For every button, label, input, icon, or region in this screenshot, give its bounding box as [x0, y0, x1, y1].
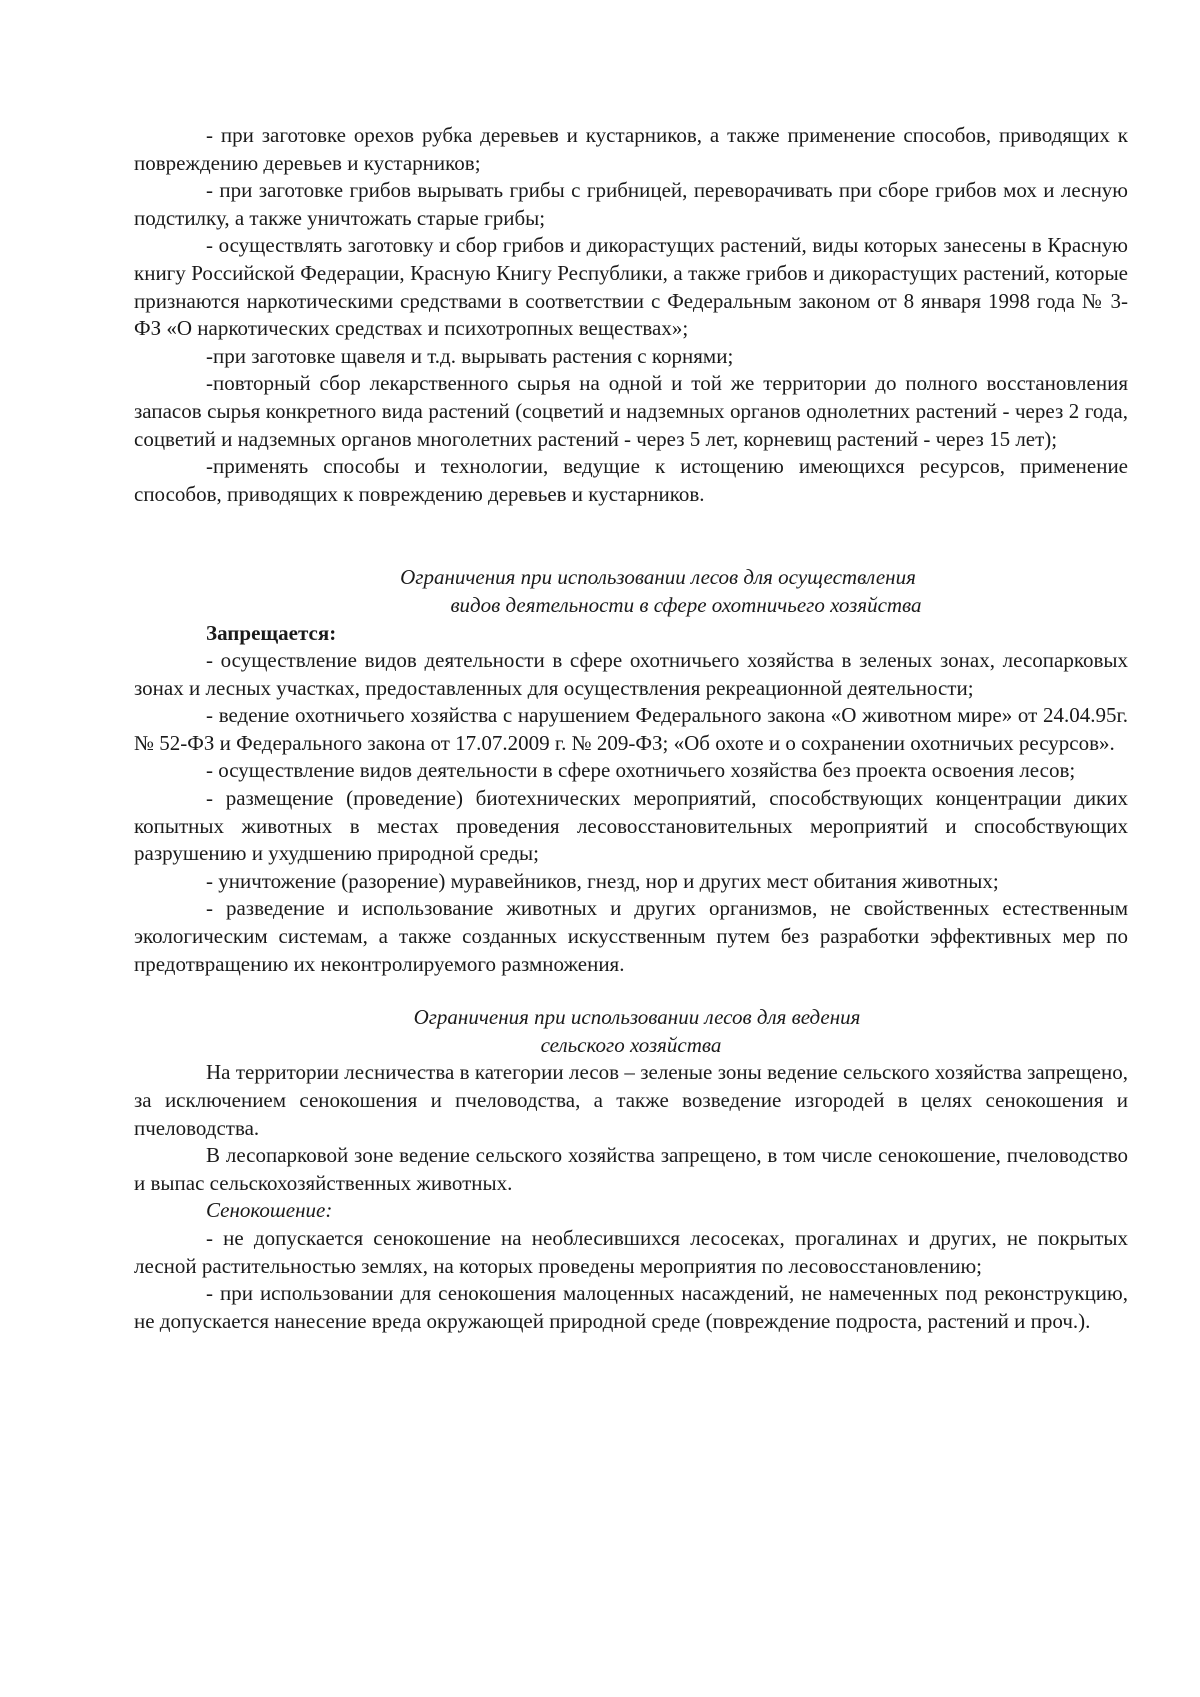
heading-line: Ограничения при использовании лесов для осуществления	[400, 565, 916, 590]
paragraph: - осуществлять заготовку и сбор грибов и дикорастущих растений, виды которых занесены в Красную книгу Российской Федерации, Красную Книгу Республики, а также грибов и дикорастущих растений, которые признаются наркотическими средствами в соответствии с Федеральным законом от 8 января 1998 года № 3-ФЗ «О наркотических средствах и психотропных веществах»;	[134, 233, 1128, 341]
paragraph: - при использовании для сенокошения малоценных насаждений, не намеченных под реконструкцию, не допускается нанесение вреда окружающей природной среде (повреждение подроста, растений и проч.).	[134, 1281, 1128, 1333]
paragraph: В лесопарковой зоне ведение сельского хозяйства запрещено, в том числе сенокошение, пчеловодство и выпас сельскохозяйственных животных.	[134, 1143, 1128, 1195]
heading-line: сельского хозяйства	[540, 1032, 722, 1057]
paragraph: - при заготовке орехов рубка деревьев и кустарников, а также применение способов, приводящих к повреждению деревьев и кустарников;	[134, 123, 1128, 175]
spacer	[134, 508, 1128, 564]
paragraph: -при заготовке щавеля и т.д. вырывать растения с корнями;	[206, 343, 734, 368]
paragraph: -повторный сбор лекарственного сырья на одной и той же территории до полного восстановления запасов сырья конкретного вида растений (соцветий и надземных органов однолетних растений - через 2 года, соцветий и надземных органов многолетних растений - через 5 лет, корневищ растений - через 15 лет);	[134, 371, 1128, 451]
paragraph: - осуществление видов деятельности в сфере охотничьего хозяйства без проекта освоения лесов;	[206, 758, 1076, 783]
section-heading	[134, 564, 1128, 619]
section-hunting	[134, 564, 1128, 978]
heading-line: видов деятельности в сфере охотничьего хозяйства	[450, 592, 922, 617]
paragraph: - при заготовке грибов вырывать грибы с грибницей, переворачивать при сборе грибов мох и лесную подстилку, а также уничтожать старые грибы;	[134, 178, 1128, 230]
spacer	[134, 978, 1128, 1004]
document-page	[134, 122, 1128, 1335]
section-agriculture	[134, 1004, 1128, 1335]
paragraph: - разведение и использование животных и других организмов, не свойственных естественным экологическим системам, а также созданных искусственным путем без разработки эффективных мер по предотвращению их неконтролируемого размножения.	[134, 896, 1128, 976]
paragraph: - уничтожение (разорение) муравейников, гнезд, нор и других мест обитания животных;	[206, 868, 999, 893]
paragraph: - не допускается сенокошение на необлесившихся лесосеках, прогалинах и других, не покрытых лесной растительностью землях, на которых проведены мероприятия по лесовосстановлению;	[134, 1225, 1128, 1278]
prohibited-label: Запрещается:	[206, 620, 337, 645]
paragraph: - размещение (проведение) биотехнических мероприятий, способствующих концентрации диких копытных животных в местах проведения лесовосстановительных мероприятий и способствующих разрушению и ухудшению природной среды;	[134, 786, 1128, 866]
haymaking-label: Сенокошение:	[206, 1198, 333, 1223]
paragraph: - осуществление видов деятельности в сфере охотничьего хозяйства в зеленых зонах, лесопарковых зонах и лесных участках, предоставленных для осуществления рекреационной деятельности;	[134, 648, 1128, 700]
heading-line: Ограничения при использовании лесов для ведения	[413, 1005, 861, 1030]
paragraph: - ведение охотничьего хозяйства с нарушением Федерального закона «О животном мире» от 24.04.95г. № 52-ФЗ и Федерального закона от 17.07.2009 г. № 209-ФЗ; «Об охоте и о сохранении охотничьих ресурсов».	[134, 703, 1128, 755]
paragraph: На территории лесничества в категории лесов – зеленые зоны ведение сельского хозяйства запрещено, за исключением сенокошения и пчеловодства, а также возведение изгородей в целях сенокошения и пчеловодства.	[134, 1060, 1128, 1140]
paragraph: -применять способы и технологии, ведущие к истощению имеющихся ресурсов, применение способов, приводящих к повреждению деревьев и кустарников.	[134, 454, 1128, 506]
section-harvesting-prohibitions	[134, 122, 1128, 508]
section-heading	[134, 1004, 1128, 1059]
